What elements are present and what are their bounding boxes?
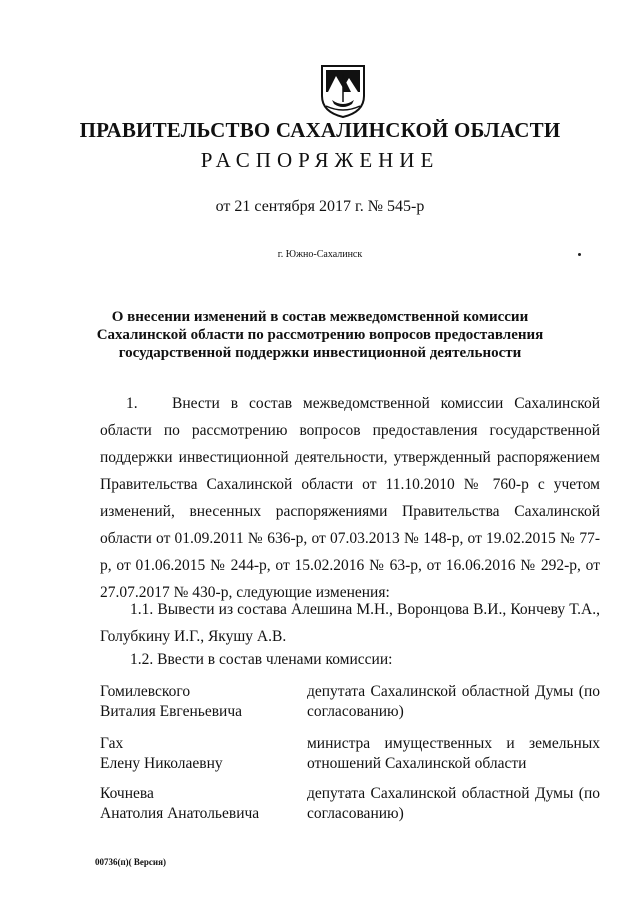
title-line: О внесении изменений в состав межведомственной комиссии — [111, 309, 529, 325]
member-name — [100, 682, 300, 722]
coat-of-arms-icon — [318, 62, 368, 118]
paragraph-1-text: Внести в состав межведомственной комиссии Сахалинской области по рассмотрению вопросов предоставления государственной поддержки инвестиционной деятельности, утвержденный распоряжением Правительства Сахалинской области от 11.10.2010 № 760-р с учетом изменений, внесенных распоряжениями Правительства Сахалинской области от 01.09.2011 № 636-р, от 07.03.2013 № 148-р, от 19.02.2015 № 77-р, от 01.06.2015 № 244-р, от 15.02.2016 № 63-р, от 16.06.2016 № 292-р, от 27.07.2017 № 430-р, следующие изменения: — [100, 395, 600, 601]
member-surname: Гах — [100, 735, 124, 752]
document-title — [70, 308, 570, 362]
member-given-names: Елену Николаевну — [100, 755, 223, 772]
document-type: РАСПОРЯЖЕНИЕ — [200, 148, 440, 172]
member-name — [100, 784, 300, 824]
member-role: депутата Сахалинской областной Думы (по согласованию) — [307, 785, 600, 822]
member-surname: Гомилевского — [100, 683, 191, 700]
title-line: Сахалинской области по рассмотрению вопросов предоставления — [96, 327, 544, 343]
footer-code: 00736(п)( Версия) — [95, 857, 166, 867]
member-given-names: Виталия Евгеньевича — [100, 703, 242, 720]
document-city: г. Южно-Сахалинск — [277, 249, 363, 260]
member-role: министра имущественных и земельных отношений Сахалинской области — [307, 735, 600, 772]
paragraph-1 — [100, 390, 600, 606]
member-given-names: Анатолия Анатольевича — [100, 805, 260, 822]
scan-dot — [578, 253, 581, 256]
paragraph-1-1: 1.1. Вывести из состава Алешина М.Н., Воронцова В.И., Кончеву Т.А., Голубкину И.Г., Якушу А.В. — [100, 601, 600, 645]
member-surname: Кочнева — [100, 785, 154, 802]
paragraph-1-2: 1.2. Ввести в состав членами комиссии: — [130, 651, 393, 668]
paragraph-number: 1. — [126, 395, 138, 412]
member-role: депутата Сахалинской областной Думы (по согласованию) — [307, 683, 600, 720]
member-name — [100, 734, 300, 774]
document-date: от 21 сентября 2017 г. № 545-р — [215, 198, 425, 215]
government-name: ПРАВИТЕЛЬСТВО САХАЛИНСКОЙ ОБЛАСТИ — [79, 118, 561, 142]
title-line: государственной поддержки инвестиционной деятельности — [118, 345, 522, 361]
